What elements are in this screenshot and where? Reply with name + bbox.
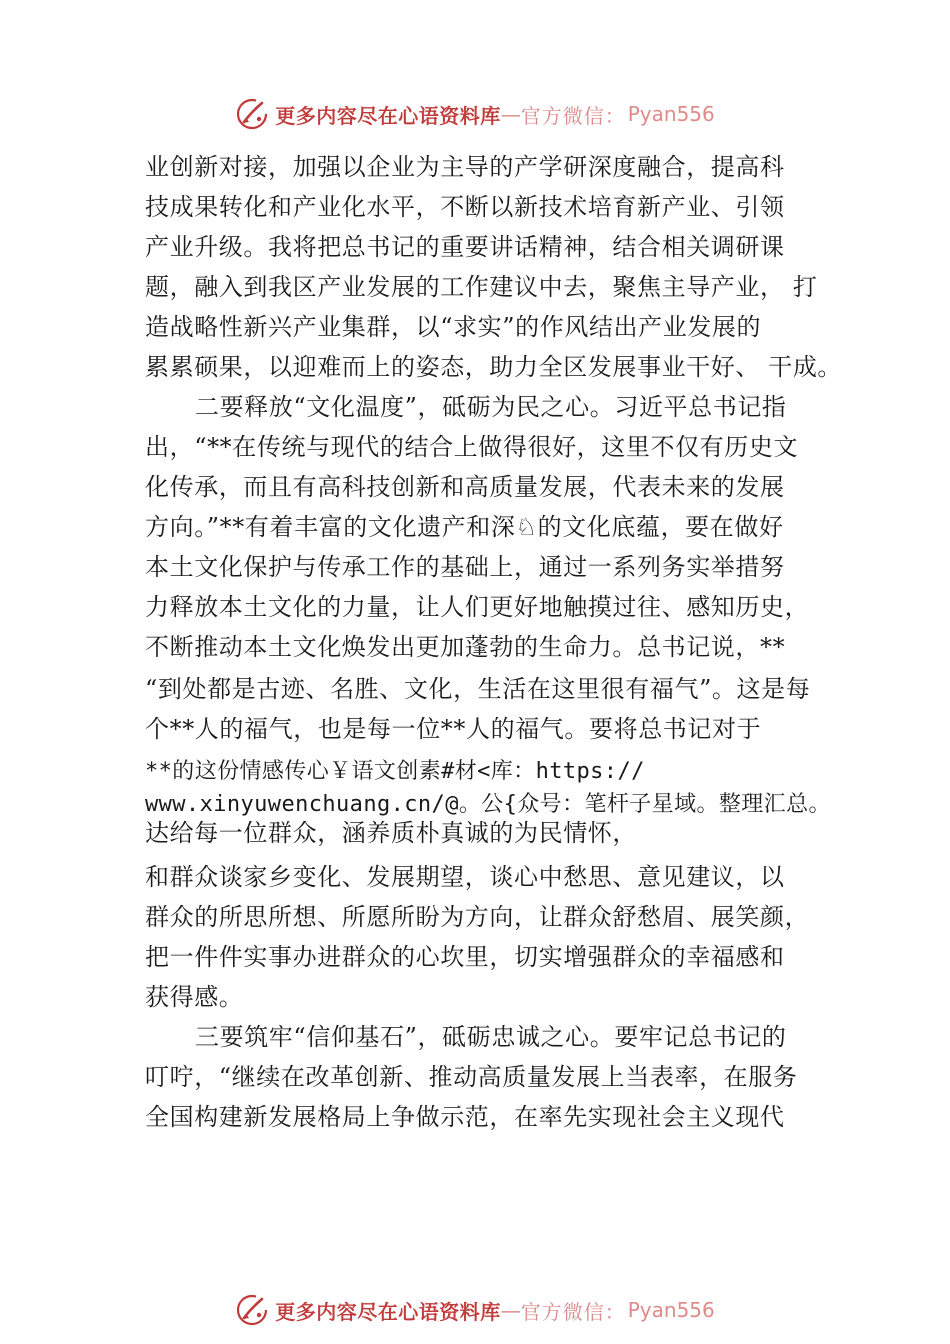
- header-dash: —: [500, 102, 521, 126]
- body-line: 力释放本土文化的力量，让人们更好地触摸过往、感知历史，: [145, 593, 810, 621]
- body-line: 把一件件实事办进群众的心坎里，切实增强群众的幸福感和: [145, 943, 785, 971]
- watermark-line: www.xinyuwenchuang.cn/@。公{众号：笔杆子星域。整理汇总。: [145, 792, 831, 817]
- header-wechat-label: 官方微信：: [520, 103, 626, 128]
- body-line: 达给每一位群众，涵养质朴真诚的为民情怀，: [145, 819, 637, 847]
- body-line: 不断推动本土文化焕发出更加蓬勃的生命力。总书记说，**: [145, 633, 786, 661]
- footer-dash: —: [500, 1298, 521, 1322]
- body-line: 叮咛，“继续在改革创新、推动高质量发展上当表率，在服务: [145, 1063, 798, 1091]
- brush-logo-icon: [235, 97, 269, 131]
- watermark-line: **的这份情感传心￥语文创素#材<库：https://: [145, 759, 645, 784]
- header-wechat-id: Pyan556: [627, 102, 715, 126]
- body-line: 题，融入到我区产业发展的工作建议中去，聚焦主导产业， 打: [145, 273, 818, 301]
- body-line: 群众的所思所想、所愿所盼为方向，让群众舒愁眉、展笑颜，: [145, 903, 810, 931]
- body-line: 造战略性新兴产业集群，以“求实”的作风结出产业发展的: [145, 313, 762, 341]
- header-brand-text: 更多内容尽在心语资料库: [275, 103, 501, 128]
- brush-logo-icon: [235, 1293, 269, 1327]
- body-line: 全国构建新发展格局上争做示范，在率先实现社会主义现代: [145, 1103, 785, 1131]
- body-line: 技成果转化和产业化水平，不断以新技术培育新产业、引领: [145, 193, 785, 221]
- body-line: 化传承，而且有高科技创新和高质量发展，代表未来的发展: [145, 473, 785, 501]
- paragraph-start-line: 三要筑牢“信仰基石”，砥砺忠诚之心。要牢记总书记的: [195, 1023, 787, 1051]
- body-line: 获得感。: [145, 983, 244, 1011]
- footer-wechat-label: 官方微信：: [520, 1299, 626, 1324]
- header-banner: [0, 94, 950, 134]
- body-line: 本土文化保护与传承工作的基础上，通过一系列务实举措努: [145, 553, 785, 581]
- footer-wechat-id: Pyan556: [627, 1298, 715, 1322]
- body-line: 个**人的福气，也是每一位**人的福气。要将总书记对于: [145, 715, 762, 743]
- paragraph-start-line: 二要释放“文化温度”，砥砺为民之心。习近平总书记指: [195, 393, 787, 421]
- body-line: 方向。”**有着丰富的文化遗产和深♘的文化底蕴，要在做好: [145, 513, 784, 541]
- body-line: 和群众谈家乡变化、发展期望，谈心中愁思、意见建议，以: [145, 863, 785, 891]
- footer-brand-text: 更多内容尽在心语资料库: [275, 1299, 501, 1324]
- body-line: 业创新对接，加强以企业为主导的产学研深度融合，提高科: [145, 153, 785, 181]
- body-line: 出，“**在传统与现代的结合上做得很好，这里不仅有历史文: [145, 433, 799, 461]
- body-line: 产业升级。我将把总书记的重要讲话精神，结合相关调研课: [145, 233, 785, 261]
- body-line: 累累硕果，以迎难而上的姿态，助力全区发展事业干好、 干成。: [145, 353, 843, 381]
- body-line: “到处都是古迹、名胜、文化，生活在这里很有福气”。这是每: [145, 675, 811, 703]
- footer-banner: [0, 1290, 950, 1330]
